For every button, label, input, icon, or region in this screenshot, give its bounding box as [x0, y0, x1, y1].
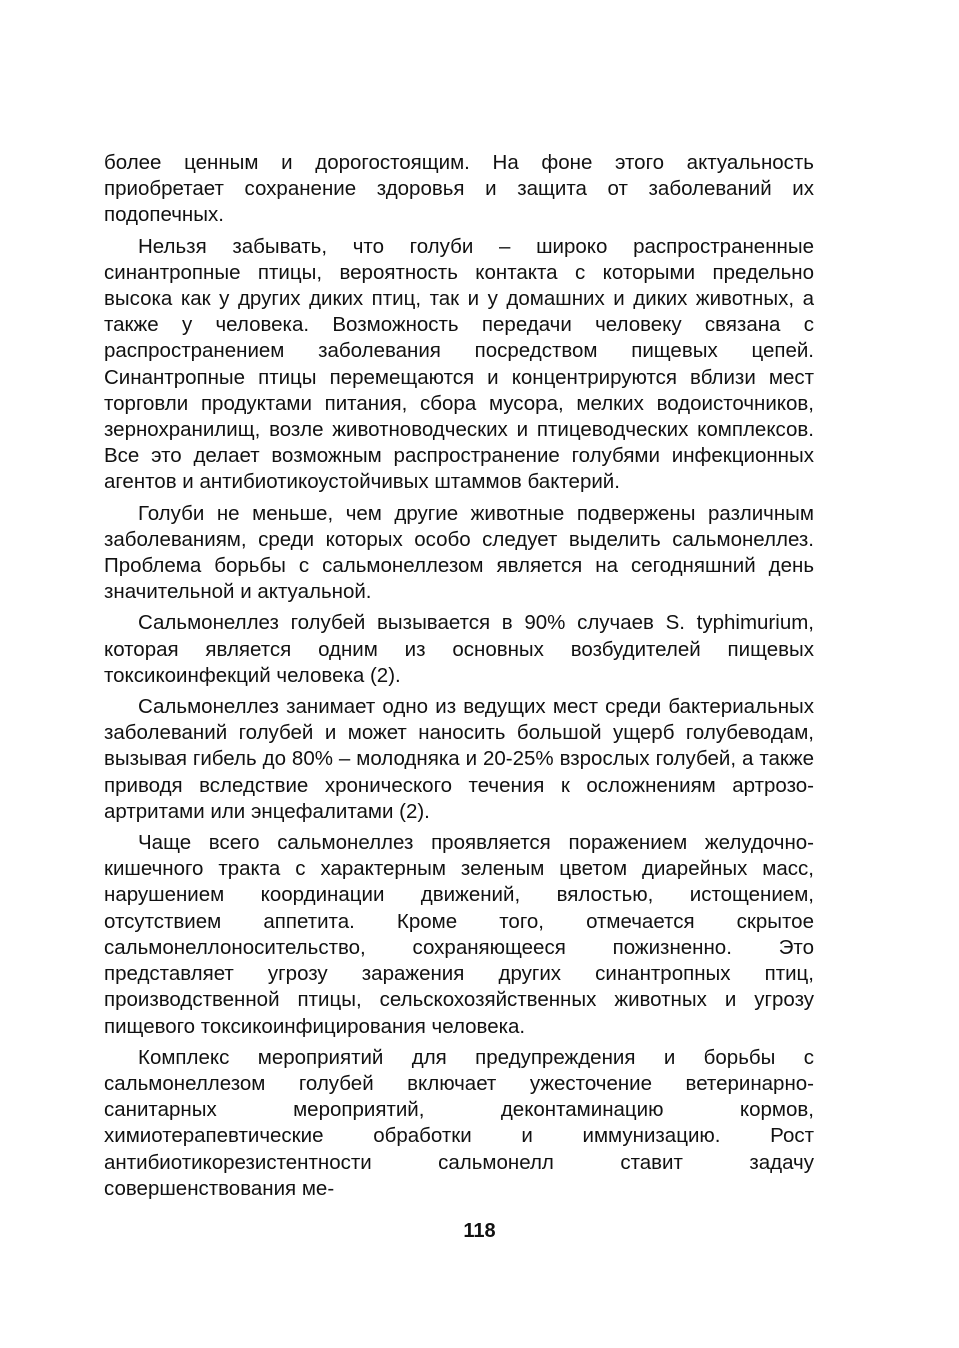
paragraph: Сальмонеллез занимает одно из ведущих мест среди бактериальных заболеваний голубей и может наносить большой ущерб голубеводам, вызывая гибель до 80% – молодняка и 20-25% взрослых голубей, а также приводя вследствие хронического течения к осложнениям артрозо-артритами или энцефалитами (2). [104, 695, 814, 823]
body-text [104, 150, 814, 1207]
paragraph: Комплекс мероприятий для предупреждения и борьбы с сальмонеллезом голубей включает ужесточение ветеринарно-санитарных мероприятий, деконтаминацию кормов, химиотерапевтические обработки и иммунизацию. Рост антибиотикорезистентности сальмонелл ставит задачу совершенствования ме- [104, 1045, 814, 1200]
page-number: 118 [463, 1220, 496, 1242]
paragraph: Голуби не меньше, чем другие животные подвержены различным заболеваниям, среди которых особо следует выделить сальмонеллез. Проблема борьбы с сальмонеллезом является на сегодняшний день значительной и актуальной. [104, 501, 814, 604]
paragraph: Нельзя забывать, что голуби – широко распространенные синантропные птицы, вероятность контакта с которыми предельно высока как у других диких птиц, так и у домашних и диких животных, а также у человека. Возможность передачи человеку связана с распространением заболевания посредством пищевых цепей. Синантропные птицы перемещаются и концентрируются вблизи мест торговли продуктами питания, сбора мусора, мелких водоисточников, зернохранилищ, возле животноводческих и птицеводческих комплексов. Все это делает возможным распространение голубями инфекционных агентов и антибиотикоустойчивых штаммов бактерий. [104, 234, 814, 494]
paragraph: Сальмонеллез голубей вызывается в 90% случаев S. typhimurium, которая является одним из основных возбудителей пищевых токсикоинфекций человека (2). [104, 611, 814, 687]
paragraph: Чаще всего сальмонеллез проявляется поражением желудочно-кишечного тракта с характерным зеленым цветом диарейных масс, нарушением координации движений, вялостью, истощением, отсутствием аппетита. Кроме того, отмечается скрытое сальмонеллоносительство, сохраняющееся пожизненно. Это представляет угрозу заражения других синантропных птиц, производственной птицы, сельскохозяйственных животных и угрозу пищевого токсикоинфицирования человека. [104, 831, 814, 1038]
paragraph-continuation: более ценным и дорогостоящим. На фоне этого актуальность приобретает сохранение здоровья и защита от заболеваний их подопечных. [104, 151, 814, 227]
